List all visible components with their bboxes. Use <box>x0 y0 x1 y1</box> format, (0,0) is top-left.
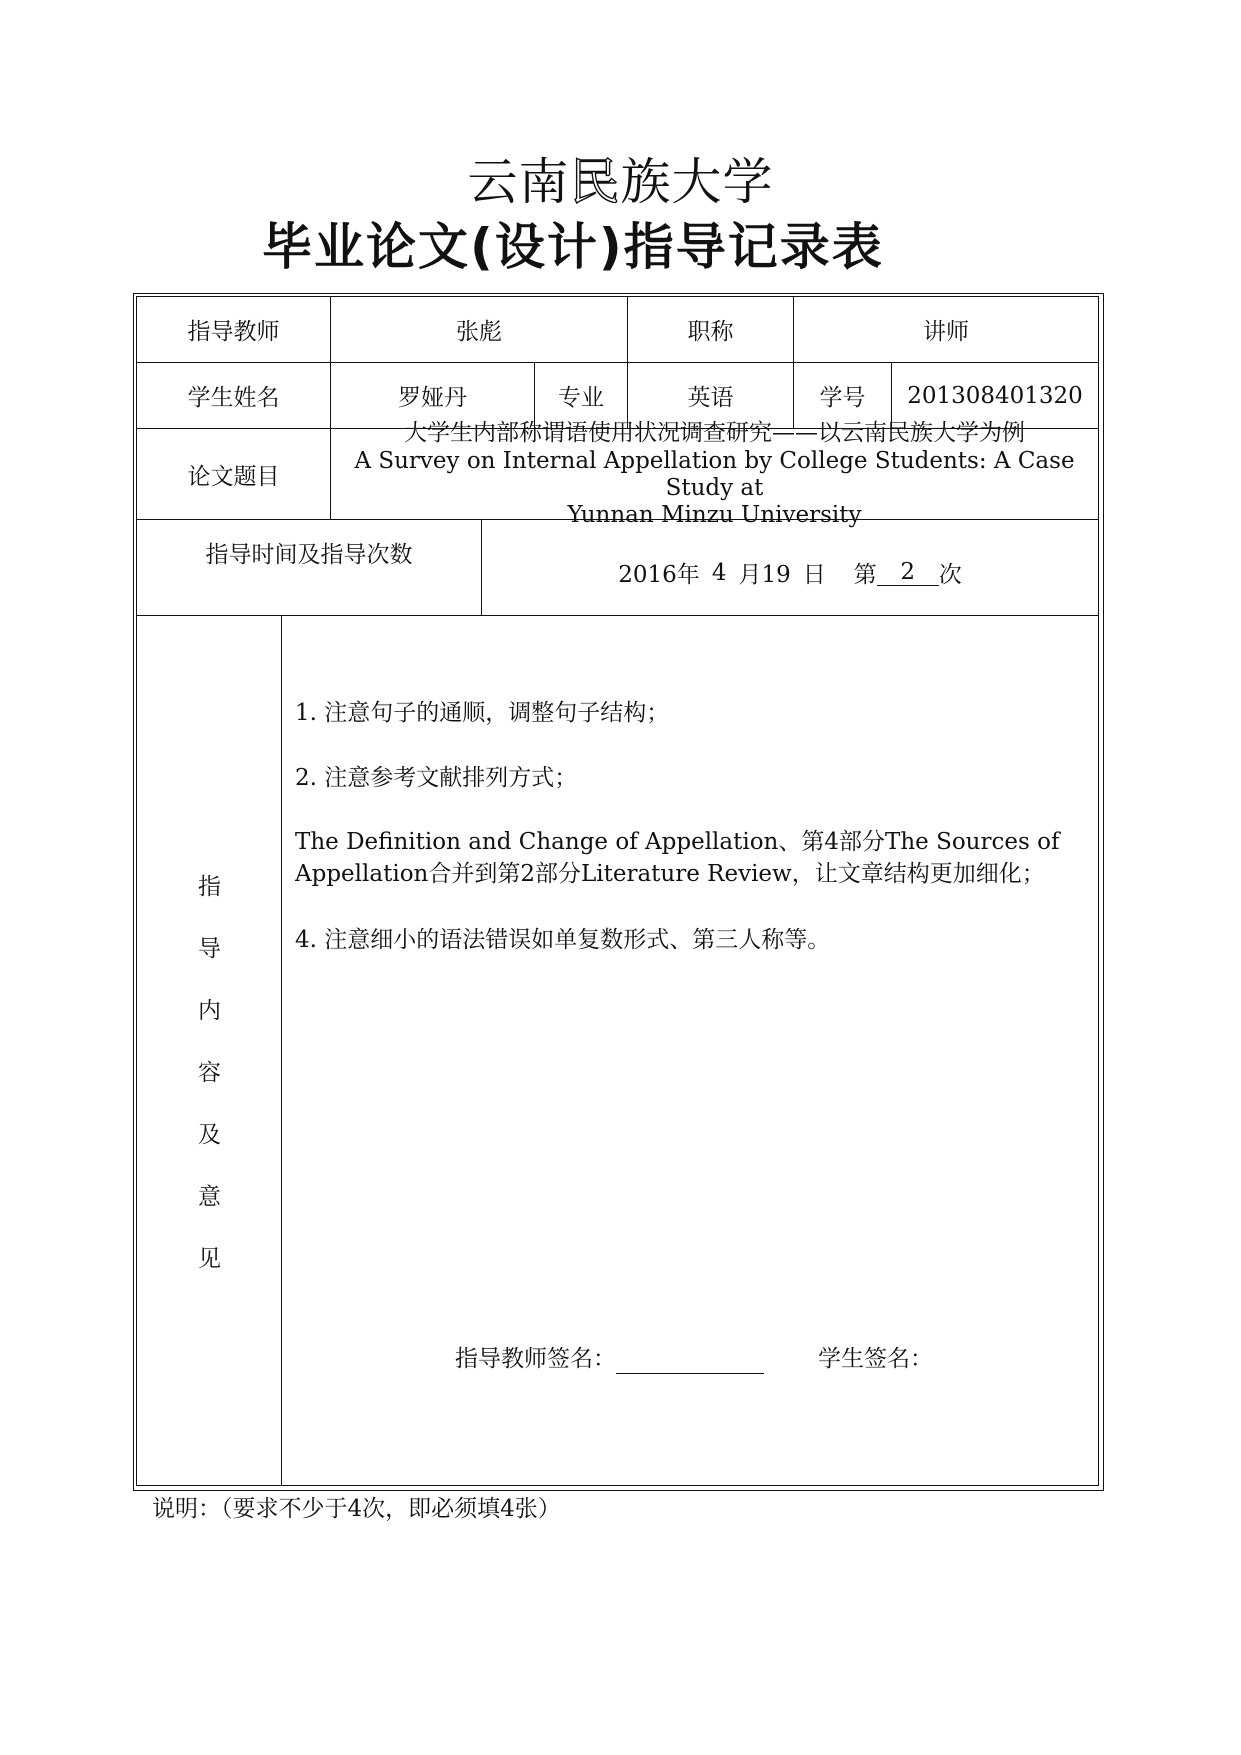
guidance-note-2: 2. 注意参考文献排列方式； <box>295 765 578 791</box>
major-label: 专业 <box>535 363 628 428</box>
row-advisor <box>137 297 1098 363</box>
guidance-content-label <box>137 616 282 1485</box>
guidance-label-char: 内 <box>198 998 221 1024</box>
university-name-hollow-char: 民 <box>569 153 621 211</box>
title-value: 讲师 <box>923 319 969 345</box>
guidance-note-4: 4. 注意细小的语法错误如单复数形式、第三人称等。 <box>295 927 831 953</box>
advisor-signature-label: 指导教师签名： <box>455 1346 616 1372</box>
guidance-record-table <box>136 296 1099 1486</box>
advisor-value: 张彪 <box>331 297 628 362</box>
thesis-title-cell <box>331 420 1098 528</box>
student-label: 学生姓名 <box>137 363 331 428</box>
guidance-month: 4 <box>711 559 727 586</box>
major-value: 英语 <box>628 363 794 428</box>
guidance-label-char: 及 <box>198 1122 221 1148</box>
row-guidance-time <box>137 520 1098 616</box>
university-name <box>0 150 1241 214</box>
university-name-part2: 族大学 <box>620 153 774 211</box>
guidance-note-1: 1. 注意句子的通顺，调整句子结构； <box>295 700 670 726</box>
guidance-label-char: 指 <box>198 874 221 900</box>
guidance-year: 2016年 <box>618 562 700 588</box>
guidance-label-char: 导 <box>198 936 221 962</box>
guidance-time-label: 指导时间及指导次数 <box>137 520 482 615</box>
thesis-title-chinese: 大学生内部称谓语使用状况调查研究——以云南民族大学为例 <box>404 420 1025 446</box>
guidance-note-3: The Definition and Change of Appellation、第4部分The Sources of Appellation合并到第2部分Literature Review，让文章结构更加细化； <box>295 829 1060 887</box>
guidance-time-value <box>482 520 1098 615</box>
thesis-title-english-line1: A Survey on Internal Appellation by College Students: A Case Study at <box>354 448 1075 501</box>
guidance-count-suffix: 次 <box>938 562 962 588</box>
guidance-day: 月19 <box>738 562 791 588</box>
row-thesis-title <box>137 420 1098 528</box>
student-signature <box>818 1344 933 1374</box>
footnote: 说明：（要求不少于4次，即必须填4张） <box>152 1496 561 1522</box>
thesis-title-english-line2: Yunnan Minzu University <box>567 502 862 528</box>
guidance-count-value: 2 <box>877 559 939 586</box>
guidance-day-suffix: 日 <box>802 562 826 588</box>
guidance-label-char: 见 <box>198 1246 221 1272</box>
guidance-label-char: 容 <box>198 1060 221 1086</box>
guidance-label-char: 意 <box>198 1184 221 1210</box>
student-id-value: 201308401320 <box>907 382 1083 409</box>
student-value: 罗娅丹 <box>331 363 535 428</box>
student-id-label: 学号 <box>794 363 892 428</box>
university-name-part1: 云南 <box>467 153 570 211</box>
guidance-count-prefix: 第 <box>853 562 877 588</box>
title-label: 职称 <box>628 297 794 362</box>
thesis-label: 论文题目 <box>137 429 331 519</box>
advisor-signature-line[interactable] <box>616 1345 764 1374</box>
advisor-label: 指导教师 <box>137 297 331 362</box>
advisor-signature <box>455 1344 764 1374</box>
form-title: 毕业论文(设计)指导记录表 <box>262 218 884 276</box>
student-signature-label: 学生签名： <box>818 1346 933 1372</box>
